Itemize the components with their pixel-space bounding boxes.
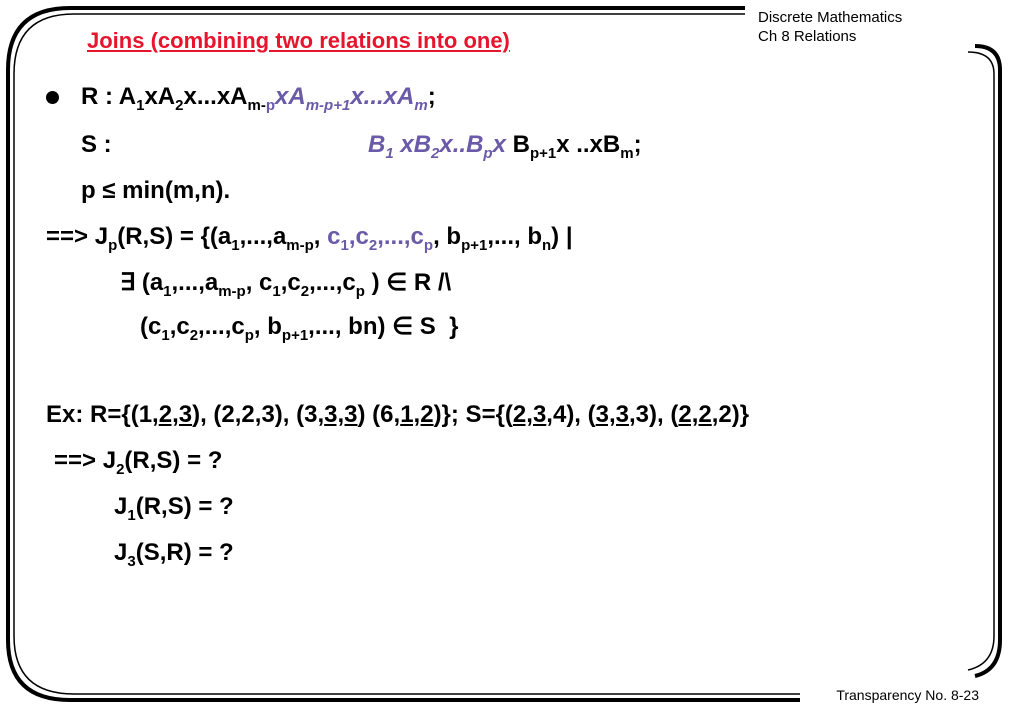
course-label: Discrete Mathematics [758, 9, 903, 26]
line-s-condition: ($c_1,c_2,...,c_p$, $b_{p+1}$,..., bn) ∈ S } [140, 313, 459, 344]
line-join-definition: ==> $J_p(R,S) = \{(a_1,...,a_{m-p}$, $c_1,c_2,...,c_p$, $b_{p+1}$,..., $b_n$) | [46, 223, 573, 254]
line-r-definition: R : $A_1xA_2x...xA_{m-p}xA_{m-p+1}x...xA_m$; [81, 83, 436, 114]
line-question-j2: ==> $J_2(R,S)$ = ? [54, 447, 223, 478]
slide-title: Joins (combining two relations into one) [87, 28, 510, 53]
filled-circle-bullet-icon [46, 91, 59, 104]
line-exists-condition: ∃ ($a_1,...,a_{m-p}$, $c_1,c_2,...,c_p$ ) ∈ R /\ [120, 269, 452, 300]
line-example: Ex: R={(1,2,3), (2,2,3), (3,3,3) (6,1,2)}; S={(2,3,4), (3,3,3), (2,2,2)} [46, 401, 750, 428]
line-s-definition: $B_1$ $xB_2x..B_px$ $B_{p+1}x$ $..xB_m$; [368, 131, 642, 162]
line-p-constraint: p ≤ min(m,n). [81, 177, 231, 204]
chapter-label: Ch 8 Relations [758, 28, 857, 45]
line-question-j1: $J_1(R,S)$ = ? [114, 493, 234, 524]
line-question-j3: $J_3(S,R)$ = ? [114, 539, 234, 570]
transparency-number: Transparency No. 8-23 [836, 687, 979, 703]
line-s-label: S : [81, 131, 112, 158]
